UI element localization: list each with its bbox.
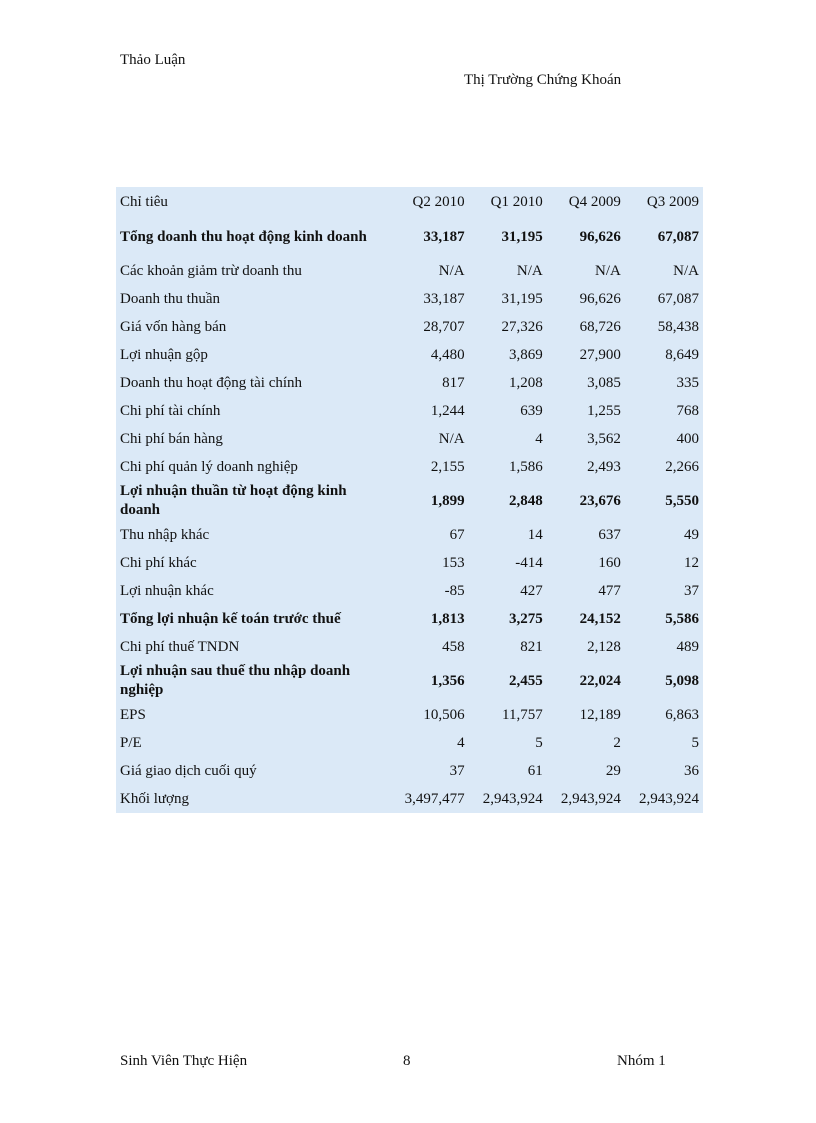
table-row	[116, 521, 703, 549]
cell-value: 8,649	[665, 346, 699, 363]
cell-value: 821	[520, 638, 543, 655]
cell-value: 3,275	[508, 610, 543, 627]
cell-value: 12,189	[579, 706, 621, 723]
cell-value: 67,087	[657, 290, 699, 307]
cell-value: 5,550	[665, 492, 699, 509]
cell-value: 2,848	[508, 492, 543, 509]
cell-value: 1,586	[508, 458, 543, 475]
header-subject-title: Thị Trường Chứng Khoán	[464, 72, 622, 88]
cell-value: 5	[691, 734, 699, 751]
cell-value: N/A	[594, 262, 621, 279]
cell-value: 1,899	[430, 492, 465, 509]
table-row	[116, 217, 703, 257]
cell-value: 2,493	[587, 458, 621, 475]
cell-value: 31,195	[501, 290, 543, 307]
cell-value: 23,676	[579, 492, 621, 509]
cell-value: 2,943,924	[482, 790, 543, 807]
cell-value: 2,943,924	[639, 790, 699, 807]
table-header-row	[116, 187, 703, 217]
cell-value: 489	[676, 638, 699, 655]
row-label: Giá giao dịch cuối quý	[120, 762, 257, 779]
cell-value: 24,152	[579, 610, 621, 627]
table-row	[116, 633, 703, 661]
row-label: Chi phí tài chính	[120, 402, 221, 419]
row-label: Chi phí thuế TNDN	[120, 638, 240, 655]
cell-value: 1,255	[587, 402, 621, 419]
cell-value: 1,244	[430, 402, 465, 419]
row-label: Khối lượng	[120, 790, 189, 807]
row-label: Lợi nhuận khác	[120, 582, 214, 599]
cell-value: 637	[598, 526, 621, 543]
cell-value: N/A	[438, 262, 465, 279]
cell-value: 768	[676, 402, 699, 419]
cell-value: N/A	[438, 430, 465, 447]
cell-value: 33,187	[423, 290, 465, 307]
row-label: EPS	[120, 706, 146, 723]
table-row	[116, 313, 703, 341]
table-row	[116, 785, 703, 813]
table-row	[116, 453, 703, 481]
row-label: Các khoản giảm trừ doanh thu	[120, 262, 302, 279]
cell-value: N/A	[516, 262, 543, 279]
row-label: Doanh thu thuần	[120, 290, 220, 307]
cell-value: 27,326	[501, 318, 543, 335]
cell-value: 28,707	[423, 318, 465, 335]
header-course-title: Thảo Luận	[120, 52, 186, 68]
cell-value: 36	[684, 762, 699, 779]
table-row	[116, 481, 703, 521]
cell-value: 31,195	[501, 228, 543, 245]
cell-value: N/A	[673, 262, 699, 279]
table-row	[116, 577, 703, 605]
cell-value: 5,586	[665, 610, 699, 627]
cell-value: 96,626	[579, 228, 621, 245]
column-header: Q1 2010	[490, 193, 543, 210]
cell-value: 11,757	[502, 706, 543, 723]
cell-value: 58,438	[657, 318, 699, 335]
row-label: Thu nhập khác	[120, 526, 210, 543]
cell-value: 2,455	[508, 672, 543, 689]
cell-value: 49	[684, 526, 699, 543]
table-row	[116, 425, 703, 453]
cell-value: 27,900	[579, 346, 621, 363]
cell-value: -85	[444, 582, 465, 599]
table-row	[116, 285, 703, 313]
cell-value: 2,943,924	[560, 790, 621, 807]
table-row	[116, 661, 703, 701]
table-row	[116, 605, 703, 633]
cell-value: 3,562	[587, 430, 621, 447]
row-label: Tổng doanh thu hoạt động kinh doanh	[120, 228, 367, 245]
table-row	[116, 369, 703, 397]
cell-value: 4,480	[430, 346, 465, 363]
column-header: Q3 2009	[646, 193, 699, 210]
column-header: Q4 2009	[568, 193, 621, 210]
row-label: Chi phí khác	[120, 554, 197, 571]
row-label: Lợi nhuận gộp	[120, 346, 208, 363]
table-row	[116, 701, 703, 729]
row-label: Chi phí quản lý doanh nghiệp	[120, 458, 298, 475]
table-row	[116, 549, 703, 577]
row-label: Doanh thu hoạt động tài chính	[120, 374, 303, 391]
cell-value: 33,187	[423, 228, 465, 245]
cell-value: 37	[449, 762, 465, 779]
cell-value: 37	[684, 582, 699, 599]
cell-value: 14	[527, 526, 543, 543]
cell-value: 12	[684, 554, 699, 571]
cell-value: -414	[515, 554, 543, 571]
row-label: Lợi nhuận thuần từ hoạt động kinh doanh	[120, 483, 347, 518]
cell-value: 6,863	[665, 706, 699, 723]
cell-value: 96,626	[579, 290, 621, 307]
cell-value: 1,813	[430, 610, 465, 627]
cell-value: 1,356	[430, 672, 465, 689]
page-number: 8	[403, 1053, 411, 1069]
footer-author: Sinh Viên Thực Hiện	[120, 1053, 248, 1069]
cell-value: 458	[442, 638, 465, 655]
cell-value: 67	[449, 526, 465, 543]
cell-value: 2,266	[665, 458, 699, 475]
cell-value: 3,497,477	[404, 790, 465, 807]
row-label: Chi phí bán hàng	[120, 430, 223, 447]
cell-value: 817	[442, 374, 465, 391]
cell-value: 2,155	[430, 458, 465, 475]
table-row	[116, 729, 703, 757]
cell-value: 29	[605, 762, 621, 779]
cell-value: 68,726	[579, 318, 621, 335]
cell-value: 10,506	[423, 706, 465, 723]
row-label: Lợi nhuận sau thuế thu nhập doanh nghiệp	[120, 663, 351, 698]
cell-value: 3,869	[508, 346, 543, 363]
table-row	[116, 341, 703, 369]
cell-value: 5,098	[665, 672, 699, 689]
financial-table-container	[116, 187, 703, 813]
table-row	[116, 397, 703, 425]
cell-value: 3,085	[587, 374, 621, 391]
row-label: Tổng lợi nhuận kế toán trước thuế	[120, 610, 341, 627]
cell-value: 335	[676, 374, 699, 391]
cell-value: 477	[598, 582, 621, 599]
cell-value: 2,128	[587, 638, 621, 655]
footer-group: Nhóm 1	[617, 1053, 666, 1069]
row-label: P/E	[120, 734, 142, 751]
cell-value: 4	[535, 430, 543, 447]
cell-value: 5	[535, 734, 543, 751]
table-row	[116, 757, 703, 785]
cell-value: 400	[676, 430, 699, 447]
column-header: Chỉ tiêu	[120, 193, 168, 210]
cell-value: 61	[527, 762, 543, 779]
column-header: Q2 2010	[412, 193, 465, 210]
cell-value: 639	[520, 402, 543, 419]
cell-value: 67,087	[657, 228, 699, 245]
cell-value: 2	[613, 734, 621, 751]
cell-value: 427	[520, 582, 543, 599]
cell-value: 160	[598, 554, 621, 571]
cell-value: 153	[442, 554, 465, 571]
cell-value: 1,208	[508, 374, 543, 391]
cell-value: 4	[457, 734, 465, 751]
table-row	[116, 257, 703, 285]
cell-value: 22,024	[579, 672, 621, 689]
financial-table	[116, 187, 703, 813]
row-label: Giá vốn hàng bán	[120, 318, 227, 335]
